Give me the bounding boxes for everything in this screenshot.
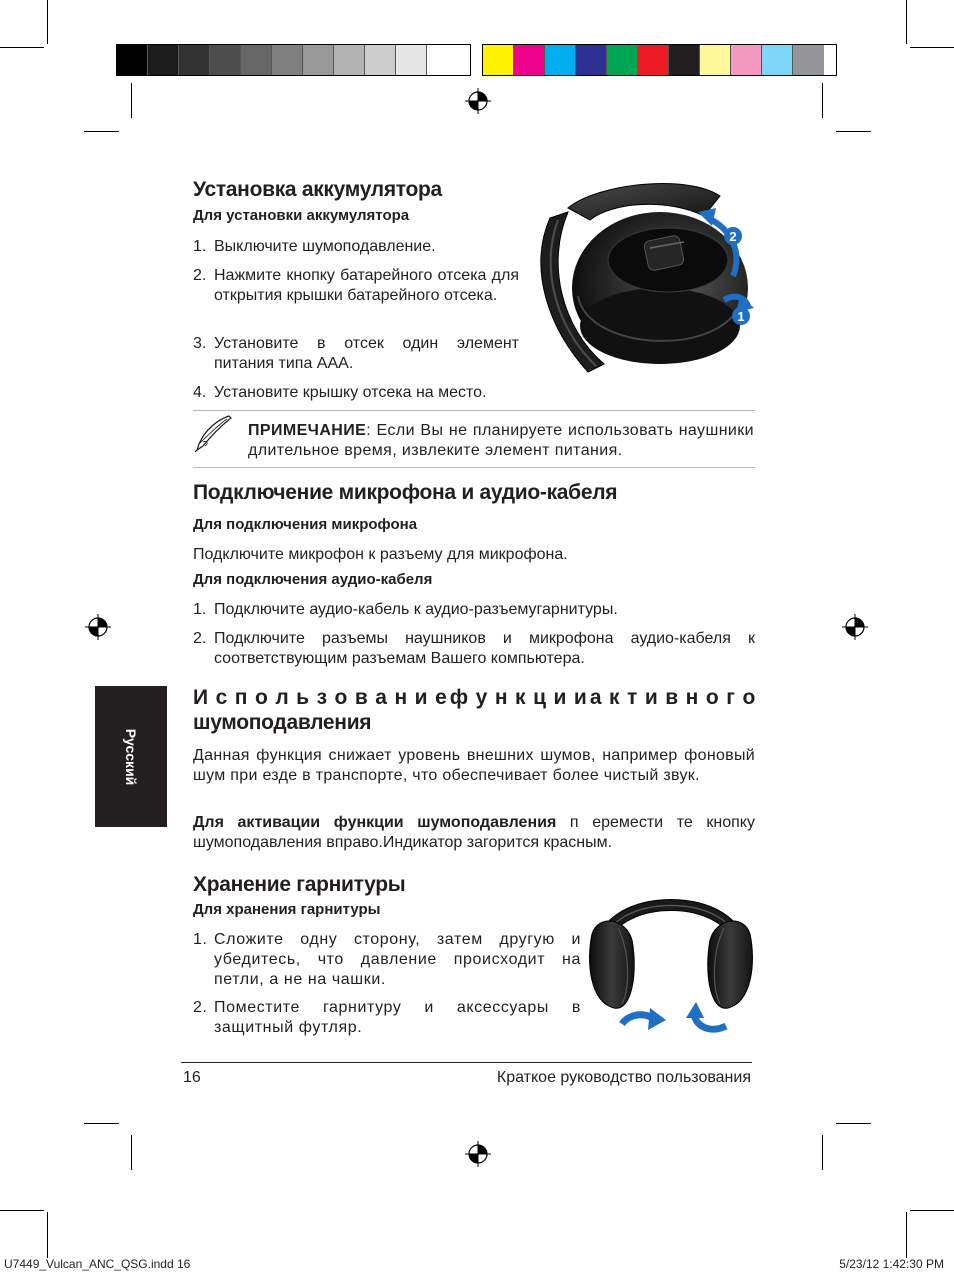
section-title-battery: Установка аккумулятора — [193, 178, 442, 201]
note-label: ПРИМЕЧАНИЕ — [248, 422, 367, 439]
subtitle-mic: Для подключения микрофона — [193, 516, 418, 533]
crop-mark — [84, 131, 119, 132]
process-swatch-8 — [731, 45, 762, 75]
crop-mark — [131, 83, 132, 118]
process-swatch-0 — [483, 45, 514, 75]
grayscale-color-bar — [116, 44, 471, 76]
process-swatch-4 — [607, 45, 638, 75]
crop-mark — [906, 1212, 907, 1258]
gray-swatch-8 — [365, 45, 396, 75]
gray-swatch-7 — [334, 45, 365, 75]
registration-mark-icon — [465, 88, 491, 114]
note-divider-bottom — [193, 467, 755, 468]
crop-mark — [906, 0, 907, 44]
list-item: 4. Установите крышку отсека на место. — [193, 384, 487, 401]
language-tab — [95, 686, 167, 827]
crop-mark — [822, 83, 823, 118]
crop-mark — [822, 1135, 823, 1170]
pen-note-icon — [193, 414, 233, 452]
list-item: 1. Подключите аудио-кабель к аудио-разъемугарнитуры. — [193, 601, 618, 618]
battery-compartment-illustration — [528, 178, 754, 376]
process-swatch-7 — [700, 45, 731, 75]
crop-mark — [910, 1210, 954, 1211]
crop-mark — [836, 131, 871, 132]
page-number: 16 — [183, 1069, 201, 1086]
subtitle-battery: Для установки аккумулятора — [193, 207, 410, 224]
gray-swatch-3 — [210, 45, 241, 75]
section-title-connect: Подключение микрофона и аудио-кабеля — [193, 481, 618, 504]
process-swatch-1 — [514, 45, 545, 75]
crop-mark — [84, 1123, 119, 1124]
anc-instruction: Для активации функции шумоподавления п еремести те кнопку шумоподавления вправо.Индикатор загорится красным. — [193, 814, 755, 851]
subtitle-cable: Для подключения аудио-кабеля — [193, 571, 433, 588]
svg-text:2: 2 — [729, 229, 737, 244]
svg-text:1: 1 — [737, 309, 745, 324]
list-item: 2. Подключите разъемы наушников и микрофона аудио-кабеля к соответствующим разъемам Вашего компьютера. — [193, 630, 755, 667]
gray-swatch-4 — [241, 45, 272, 75]
process-swatch-9 — [762, 45, 793, 75]
note-divider-top — [193, 410, 755, 411]
crop-mark — [0, 1210, 44, 1211]
slug-timestamp: 5/23/12 1:42:30 PM — [839, 1257, 944, 1271]
headphones-folding-illustration — [586, 862, 756, 1040]
registration-mark-icon — [842, 614, 868, 640]
gray-swatch-5 — [272, 45, 303, 75]
process-swatch-5 — [638, 45, 669, 75]
list-item: 1. Сложите одну сторону, затем другую и убедитесь, что давление происходит на петли, а не на чашки. — [193, 931, 581, 988]
crop-mark — [47, 1212, 48, 1258]
anc-title-word: И с п о л ь з о в а н и е — [193, 686, 447, 709]
gray-swatch-6 — [303, 45, 334, 75]
footer-divider — [181, 1062, 752, 1063]
anc-description: Данная функция снижает уровень внешних шумов, например фоновый шум при езде в транспорте, что обеспечивает более чистый звук. — [193, 747, 755, 784]
crop-mark — [836, 1123, 871, 1124]
process-swatch-2 — [545, 45, 576, 75]
crop-mark — [0, 47, 44, 48]
anc-title-word: а к т и в н о г о — [589, 686, 755, 709]
slug-filename: U7449_Vulcan_ANC_QSG.indd 16 — [4, 1257, 191, 1271]
gray-swatch-1 — [148, 45, 179, 75]
process-color-bar — [482, 44, 837, 76]
list-item: 3. Установите в отсек один элемент питания типа ААА. — [193, 335, 519, 372]
gray-swatch-2 — [179, 45, 210, 75]
process-swatch-3 — [576, 45, 607, 75]
list-item: 2. Поместите гарнитуру и аксессуары в защитный футляр. — [193, 999, 581, 1036]
subtitle-storage: Для хранения гарнитуры — [193, 901, 381, 918]
section-title-anc — [193, 686, 755, 710]
guide-title: Краткое руководство пользования — [496, 1069, 751, 1086]
registration-mark-icon — [85, 614, 111, 640]
note-text: ПРИМЕЧАНИЕ: Если Вы не планируете использовать наушники длительное время, извлеките элемент питания. — [248, 422, 754, 459]
crop-mark — [47, 0, 48, 44]
section-title-anc-line2: шумоподавления — [193, 711, 372, 734]
section-title-storage: Хранение гарнитуры — [193, 873, 406, 896]
crop-mark — [910, 47, 954, 48]
language-tab-label: Русский — [123, 728, 139, 785]
anc-title-word: ф у н к ц и и — [449, 686, 587, 709]
crop-mark — [131, 1135, 132, 1170]
list-item: 1. Выключите шумоподавление. — [193, 238, 436, 255]
list-item: 2. Нажмите кнопку батарейного отсека для открытия крышки батарейного отсека. — [193, 267, 519, 304]
registration-mark-icon — [465, 1141, 491, 1167]
gray-swatch-9 — [396, 45, 427, 75]
mic-text: Подключите микрофон к разъему для микрофона. — [193, 546, 568, 563]
gray-swatch-10 — [427, 45, 458, 75]
process-swatch-10 — [793, 45, 824, 75]
process-swatch-6 — [669, 45, 700, 75]
gray-swatch-0 — [117, 45, 148, 75]
